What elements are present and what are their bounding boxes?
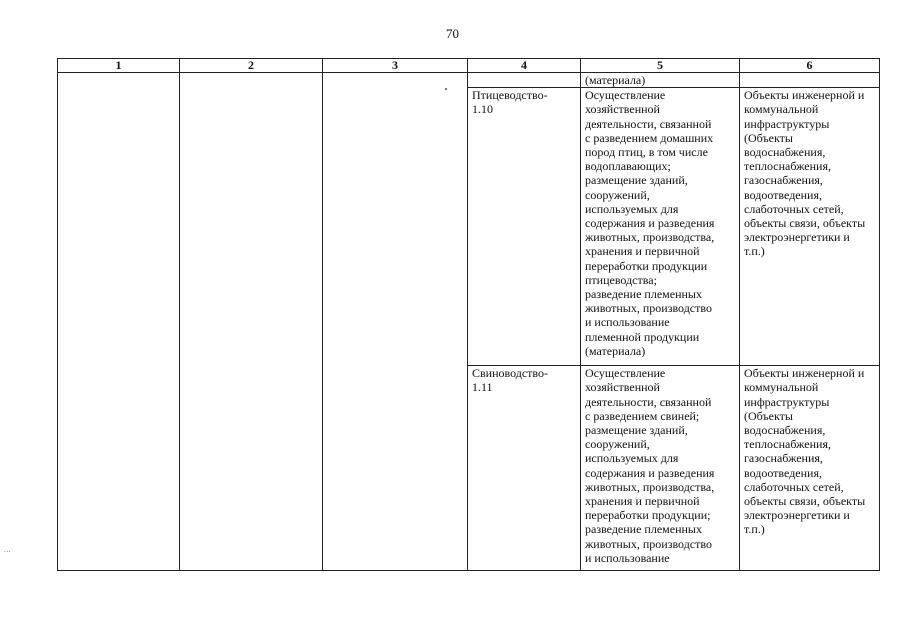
allowed-objects-cell: Объекты инженерной и коммунальной инфраструктуры (Объекты водоснабжения, теплоснабжения, газоснабжения, водоотведения, слаботочных сетей, объекты связи, объекты электроэнергетики и т.п.) [740,88,880,366]
continuation-description-cell: (материала) [581,73,740,88]
column-header-1: 1 [58,59,180,73]
table-header-row [58,59,880,73]
continuation-name-cell [468,73,581,88]
column-header-5: 5 [581,59,740,73]
column-header-4: 4 [468,59,581,73]
column-1-cell [58,73,180,571]
page-number: 70 [446,26,459,41]
land-use-description-cell: Осуществление хозяйственной деятельности, связанной с разведением домашних пород птиц, в том числе водоплавающих; размещение зданий, сооружений, используемых для содержания и разведения животных, производства, хранения и первичной переработки продукции птицеводства; разведение племенных животных, производство и использование племенной продукции (материала) [581,88,740,366]
column-header-6: 6 [740,59,880,73]
land-use-name-cell: Свиноводство- 1.11 [468,366,581,571]
column-2-cell [180,73,323,571]
column-header-2: 2 [180,59,323,73]
scan-speck [445,88,447,90]
allowed-objects-cell: Объекты инженерной и коммунальной инфраструктуры (Объекты водоснабжения, теплоснабжения, газоснабжения, водоотведения, слаботочных сетей, объекты связи, объекты электроэнергетики и т.п.) [740,366,880,571]
continuation-allowed-cell [740,73,880,88]
land-use-name-cell: Птицеводство- 1.10 [468,88,581,366]
scan-margin-mark: ⋮ [3,548,11,555]
column-3-cell [323,73,468,571]
table-row-continuation [58,73,880,88]
land-use-description-cell: Осуществление хозяйственной деятельности, связанной с разведением свиней; размещение зданий, сооружений, используемых для содержания и разведения животных, производства, хранения и первичной переработки продукции; разведение племенных животных, производство и использование [581,366,740,571]
zoning-table [57,58,880,571]
column-header-3: 3 [323,59,468,73]
